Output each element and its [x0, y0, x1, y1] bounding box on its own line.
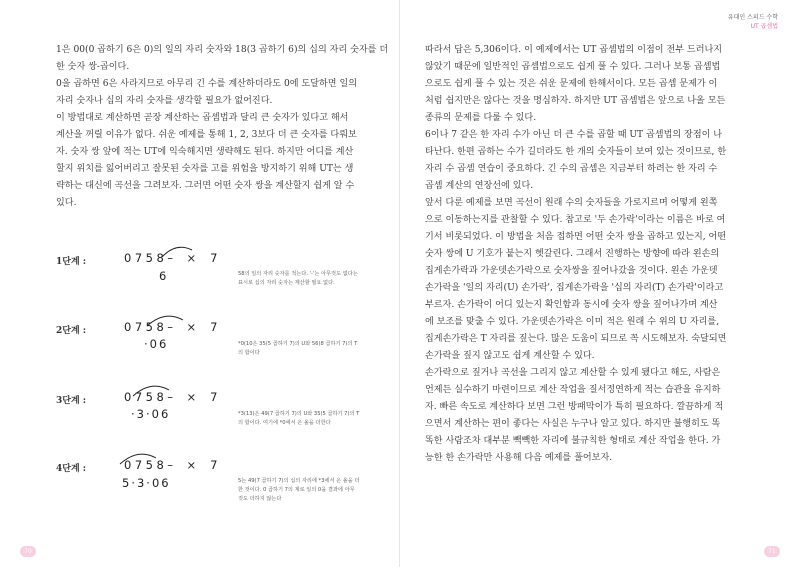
note-line: 의 합이다	[238, 350, 260, 356]
text-line: 똑한 사람조차 대부분 빽빽한 자리에 불규칙한 형태로 계산 작업을 한다. 가	[425, 436, 721, 446]
times-sign: ×	[186, 320, 197, 334]
text-line: 부르자. 손가락이 어디 있는지 확인함과 동시에 숫자 쌍을 짚어나가며 계산	[425, 300, 718, 310]
multiplicand: 0758	[124, 320, 168, 334]
times-sign: ×	[186, 251, 197, 265]
text-line: 따라서 답은 5,306이다. 이 예제에서는 UT 곱셈법의 이점이 전부 드러나지	[425, 45, 723, 55]
text-line: 자리 숫자나 십의 자리 숫자를 생각할 필요가 없어진다.	[56, 96, 273, 106]
text-line: 있다.	[56, 198, 77, 208]
note-line: 한 것이다. 0 곱하기 7의 제로 일의 0을 결과에 아무	[238, 487, 355, 493]
multiplier: 7	[210, 390, 218, 404]
page-number-left: 70	[20, 546, 36, 557]
text-line: 에 보조를 맞출 수 있다. 가운뎃손가락은 이미 적은 원래 수 위의 U 자리를,	[425, 317, 720, 327]
step-4-note	[238, 477, 359, 504]
note-line: 의 합이다. 여기에 *0에서 온 올을 더한다	[238, 420, 331, 426]
text-line: 이 방법대로 계산하면 곧장 계산하는 곱셈법과 달리 큰 숫자가 있다고 해서	[56, 113, 349, 123]
multiplicand: 0758	[124, 390, 168, 404]
text-line: 계산을 꺼릴 이유가 없다. 쉬운 예제를 통해 1, 2, 3보다 더 큰 숫자를 다뤄보	[56, 130, 357, 140]
note-line: 표시로 십의 자리 숫자는 계산할 필요 없다.	[238, 280, 335, 286]
text-line: 곱셈 계산의 연장선에 있다.	[425, 181, 534, 191]
text-line: 않았기 때문에 일반적인 곱셈법으로도 쉽게 풀 수 있다. 그러나 보통 곱셈법	[425, 62, 721, 72]
step-3-note	[238, 410, 359, 428]
note-line: 5는 49(7 곱하기 7)의 십의 자리에 *3에서 온 올을 더	[238, 478, 360, 484]
multiplier: 7	[210, 458, 218, 472]
text-line: 한 숫자 쌍-곱이다.	[56, 62, 130, 72]
step-3-label: 3단계 :	[56, 396, 87, 406]
step-2-note	[238, 340, 357, 358]
multiplicand: 0758	[124, 251, 168, 265]
step-2-partial: ·06	[144, 337, 169, 351]
text-line: 손가락을 '일의 자리(U) 손가락', 집게손가락을 '십의 자리(T) 손가락'이라고	[425, 283, 724, 293]
times-sign: ×	[186, 458, 197, 472]
page-gutter	[399, 0, 400, 567]
note-line: 것도 더하지 않는다	[238, 496, 282, 502]
step-1-note	[238, 270, 358, 288]
multiplier: 7	[210, 320, 218, 334]
step-4-equation: 0758– × 7	[124, 458, 218, 472]
text-line: 손가락을 짚지 않고도 쉽게 계산할 수 있다.	[425, 351, 595, 361]
step-2-label: 2단계 :	[56, 326, 87, 336]
step-1-partial: 6	[159, 269, 169, 283]
note-line: 58의 일의 자리 숫자를 적는다. '-'는 아무것도 없다는	[238, 271, 358, 277]
multiplier: 7	[210, 251, 218, 265]
times-sign: ×	[186, 390, 197, 404]
text-line: 집게손가락과 가운뎃손가락으로 숫자쌍을 짚어나갔을 것이다. 왼손 가운뎃	[425, 266, 718, 276]
step-1-label: 1단계 :	[56, 257, 87, 267]
text-line: 자. 빠른 속도로 계산하다 보면 그런 방패막이가 특히 필요하다. 깔끔하게 적	[425, 402, 724, 412]
step-4-partial: 5·3·06	[122, 476, 171, 490]
left-intro-paragraph	[56, 42, 388, 212]
text-line: 할지 위치를 잃어버리고 잘못된 숫자를 고를 위험을 방지하기 위해 UT는 생	[56, 164, 354, 174]
text-line: 으로도 쉽게 풀 수 있는 것은 쉬운 문제에 한해서이다. 모든 곱셈 문제가 이	[425, 79, 718, 89]
text-line: 타난다. 한편 곱하는 수가 길더라도 한 개의 숫자들이 보여 있는 것이므로, 한	[425, 147, 727, 157]
text-line: 언제든 실수하기 마련이므로 계산 작업을 질서정연하게 적는 습관을 유지하	[425, 385, 721, 395]
step-3-arc	[131, 383, 171, 399]
chapter-title: UT 곱셈법	[750, 23, 778, 30]
text-line: 기서 비롯되었다. 이 방법을 처음 접하면 어떤 숫자 쌍을 곱하고 있는지, 어떤	[425, 232, 727, 242]
note-line: *0(10은 35(5 곱하기 7)의 U와 56(8 곱하기 7)의 T	[238, 341, 358, 347]
text-line: 으로 이동하는지를 관찰할 수 있다. 참고로 '두 손가락'이라는 이름은 바로 여	[425, 215, 726, 225]
text-line: 6이나 7 같은 한 자리 수가 아닌 더 큰 수를 곱할 때 UT 곱셈법의 장점이 나	[425, 130, 723, 140]
text-line: 능한 한 손가락만 사용해 다음 예제를 풀어보자.	[425, 453, 613, 463]
text-line: 처럼 쉽지만은 않다는 것을 명심하자. 하지만 UT 곱셈법은 앞으로 나올 모든	[425, 96, 726, 106]
step-2-equation: 0758– × 7	[124, 320, 218, 334]
text-line: 자. 숫자 쌍 앞에 적는 UT에 익숙해지면 생략해도 된다. 하지만 어디를 계산	[56, 147, 354, 157]
text-line: 으면서 계산하는 편이 좋다는 사실은 누구나 알고 있다. 하지만 불행히도 똑	[425, 419, 721, 429]
running-header	[728, 13, 778, 31]
text-line: 0을 곱하면 6은 사라지므로 아무리 긴 수를 계산하더라도 0에 도달하면 일의	[56, 79, 358, 89]
text-line: 숫자 쌍에 U 기호가 붙는지 헷갈린다. 그래서 진행하는 방향에 따라 왼손의	[425, 249, 720, 259]
text-line: 1은 00(0 곱하기 6은 0)의 일의 자리 숫자와 18(3 곱하기 6)의 십의 자리 숫자를 더	[56, 45, 389, 55]
multiplicand: 0758	[124, 458, 168, 472]
text-line: 앞서 다룬 예제를 보면 곡선이 원래 수의 숫자들을 가로지르며 어떻게 왼쪽	[425, 198, 718, 208]
step-4-label: 4단계 :	[56, 464, 87, 474]
text-line: 종류의 문제를 다룰 수 있다.	[425, 113, 537, 123]
step-3-partial: ·3·06	[131, 407, 171, 421]
step-4-arc	[118, 451, 158, 467]
text-line: 집게손가락은 T 자리를 짚는다. 많은 도움이 되므로 꼭 시도해보자. 숙달되면	[425, 334, 727, 344]
text-line: 손가락으로 짚거나 곡선을 그리지 않고 계산할 수 있게 됐다고 해도, 사람은	[425, 368, 721, 378]
text-line: 략하는 대신에 곡선을 그려보자. 그러면 어떤 숫자 쌍을 계산할지 쉽게 알 수	[56, 181, 355, 191]
step-1-arc	[160, 244, 194, 260]
step-2-arc	[145, 313, 185, 329]
book-title: 유대인 스피드 수학	[727, 14, 778, 21]
step-1-equation: 0758– × 7	[124, 251, 218, 265]
right-body-paragraph	[425, 42, 726, 467]
page-number-right: 71	[764, 546, 780, 557]
step-3-equation: 0758– × 7	[124, 390, 218, 404]
text-line: 자리 수 곱셈 연습이 중요하다. 긴 수의 곱셈은 지금부터 하려는 한 자리 수	[425, 164, 718, 174]
note-line: *3(13)은 49(7 곱하기 7)의 U와 35(5 곱하기 7)의 T	[238, 411, 360, 417]
